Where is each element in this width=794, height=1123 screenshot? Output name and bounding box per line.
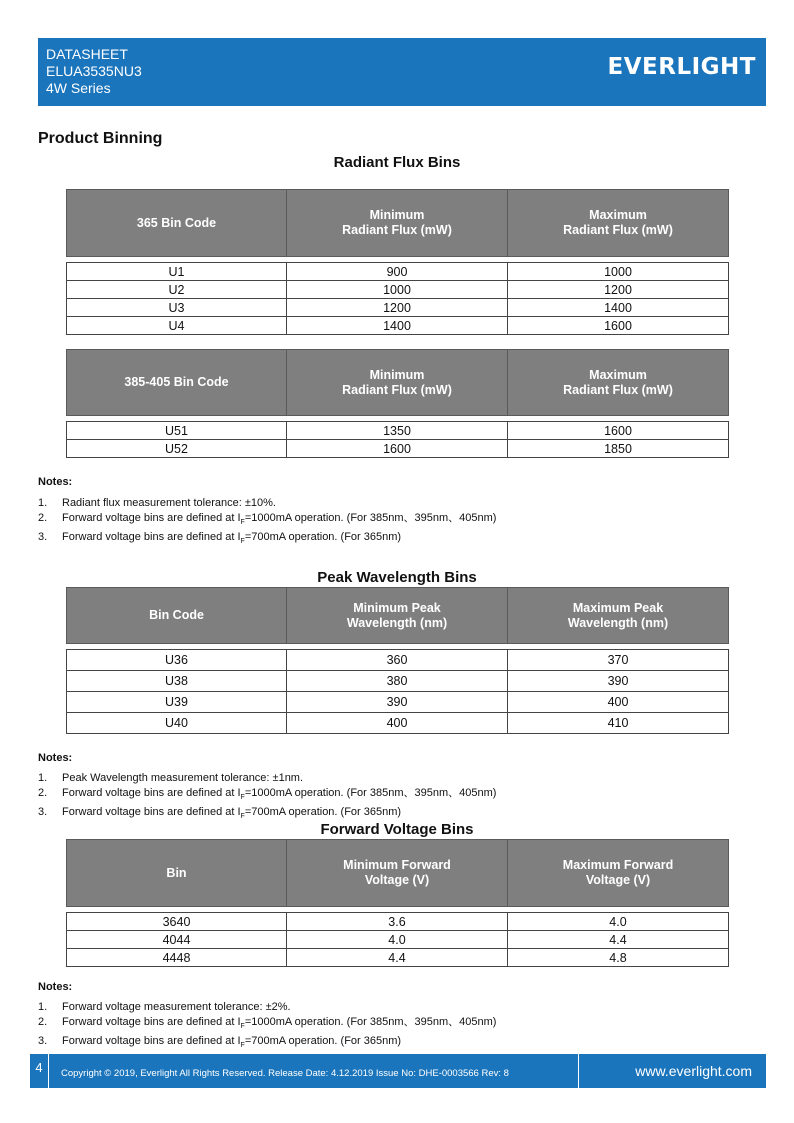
table-cell: U39	[67, 692, 287, 713]
peak-wavelength-title: Peak Wavelength Bins	[317, 569, 477, 586]
table-cell: 1000	[508, 263, 729, 281]
radiant-flux-table-365	[66, 189, 729, 335]
header-cell: Maximum Forward Voltage (V)	[508, 840, 729, 907]
table-cell: 3.6	[287, 913, 508, 931]
header-doc-info	[46, 46, 142, 97]
copyright-text: Copyright © 2019, Everlight All Rights Reserved. Release Date: 4.12.2019 Issue No: DHE-0003566 Rev: 8	[61, 1068, 509, 1079]
header-cell: Minimum Radiant Flux (mW)	[287, 350, 508, 416]
table-cell: 370	[508, 650, 729, 671]
notes-label: Notes:	[38, 476, 73, 488]
header-cell: Minimum Forward Voltage (V)	[287, 840, 508, 907]
note-item: 3. Forward voltage bins are defined at $I_F=700mA$ operation. (For 365nm)	[38, 531, 402, 546]
table-row	[67, 692, 729, 713]
table-cell: 4.8	[508, 949, 729, 967]
page-header	[38, 38, 766, 106]
table-row	[67, 281, 729, 299]
note-item: 1. Peak Wavelength measurement tolerance: ±1nm.	[38, 772, 304, 784]
header-cell: Maximum Peak Wavelength (nm)	[508, 588, 729, 644]
table-cell: 4044	[67, 931, 287, 949]
table-cell: 1350	[287, 422, 508, 440]
note-item: 1. Forward voltage measurement tolerance: ±2%.	[38, 1001, 291, 1013]
table-cell: 3640	[67, 913, 287, 931]
header-cell: 385-405 Bin Code	[67, 350, 287, 416]
notes-list-radiant	[38, 496, 496, 549]
note-item: 2. Forward voltage bins are defined at $I_F=1000mA$ operation. (For 385nm、395nm、405nm)	[38, 512, 497, 527]
table-cell: U4	[67, 317, 287, 335]
table-row	[67, 299, 729, 317]
header-cell: Bin Code	[67, 588, 287, 644]
table-cell: 4.4	[508, 931, 729, 949]
table-cell: 1600	[508, 317, 729, 335]
table-cell: 360	[287, 650, 508, 671]
note-item: 1. Radiant flux measurement tolerance: ±10%.	[38, 497, 276, 509]
note-item: 2. Forward voltage bins are defined at $I_F=1000mA$ operation. (For 385nm、395nm、405nm)	[38, 1016, 497, 1031]
header-cell: 365 Bin Code	[67, 190, 287, 257]
header-doc-type: DATASHEET	[46, 46, 128, 62]
table-cell: U38	[67, 671, 287, 692]
header-series: 4W Series	[46, 80, 111, 96]
website-link[interactable]: www.everlight.com	[635, 1063, 752, 1079]
table-row	[67, 949, 729, 967]
header-part-number: ELUA3535NU3	[46, 63, 142, 79]
table-cell: 410	[508, 713, 729, 734]
table-row	[67, 440, 729, 458]
table-cell: 1000	[287, 281, 508, 299]
table-cell: 4.0	[508, 913, 729, 931]
table-cell: 4.0	[287, 931, 508, 949]
note-item: 3. Forward voltage bins are defined at $I_F=700mA$ operation. (For 365nm)	[38, 1035, 402, 1050]
radiant-flux-title: Radiant Flux Bins	[333, 154, 461, 171]
forward-voltage-table	[66, 839, 729, 967]
table-cell: U52	[67, 440, 287, 458]
note-item: 3. Forward voltage bins are defined at $I_F=700mA$ operation. (For 365nm)	[38, 806, 402, 821]
table-cell: 1600	[287, 440, 508, 458]
table-cell: 1400	[287, 317, 508, 335]
table-row	[67, 671, 729, 692]
table-row	[67, 713, 729, 734]
notes-list-peak	[38, 771, 496, 824]
table-row	[67, 913, 729, 931]
header-cell: Minimum Radiant Flux (mW)	[287, 190, 508, 257]
table-cell: 1600	[508, 422, 729, 440]
footer-divider	[578, 1054, 579, 1088]
header-cell: Bin	[67, 840, 287, 907]
notes-label: Notes:	[38, 752, 73, 764]
page-footer	[30, 1054, 766, 1088]
table-cell: 900	[287, 263, 508, 281]
table-cell: U51	[67, 422, 287, 440]
table-row	[67, 650, 729, 671]
header-cell: Minimum Peak Wavelength (nm)	[287, 588, 508, 644]
table-cell: 400	[508, 692, 729, 713]
table-cell: U3	[67, 299, 287, 317]
header-cell: Maximum Radiant Flux (mW)	[508, 190, 729, 257]
table-cell: 380	[287, 671, 508, 692]
table-cell: U36	[67, 650, 287, 671]
table-cell: U1	[67, 263, 287, 281]
table-row	[67, 263, 729, 281]
notes-label: Notes:	[38, 981, 73, 993]
table-row	[67, 317, 729, 335]
notes-list-voltage	[38, 1000, 496, 1053]
table-cell: U2	[67, 281, 287, 299]
table-cell: 1850	[508, 440, 729, 458]
table-cell: 400	[287, 713, 508, 734]
table-cell: U40	[67, 713, 287, 734]
note-item: 2. Forward voltage bins are defined at $I_F=1000mA$ operation. (For 385nm、395nm、405nm)	[38, 787, 497, 802]
table-cell: 4448	[67, 949, 287, 967]
table-cell: 4.4	[287, 949, 508, 967]
header-cell: Maximum Radiant Flux (mW)	[508, 350, 729, 416]
radiant-flux-table-385-405	[66, 349, 729, 458]
section-title: Product Binning	[38, 130, 163, 147]
table-cell: 1200	[287, 299, 508, 317]
everlight-logo: EVERLIGHT	[607, 54, 756, 80]
forward-voltage-title: Forward Voltage Bins	[320, 821, 474, 838]
table-row	[67, 422, 729, 440]
peak-wavelength-table	[66, 587, 729, 734]
table-cell: 390	[287, 692, 508, 713]
table-cell: 1400	[508, 299, 729, 317]
page-number: 4	[30, 1054, 49, 1088]
table-cell: 390	[508, 671, 729, 692]
table-cell: 1200	[508, 281, 729, 299]
table-row	[67, 931, 729, 949]
